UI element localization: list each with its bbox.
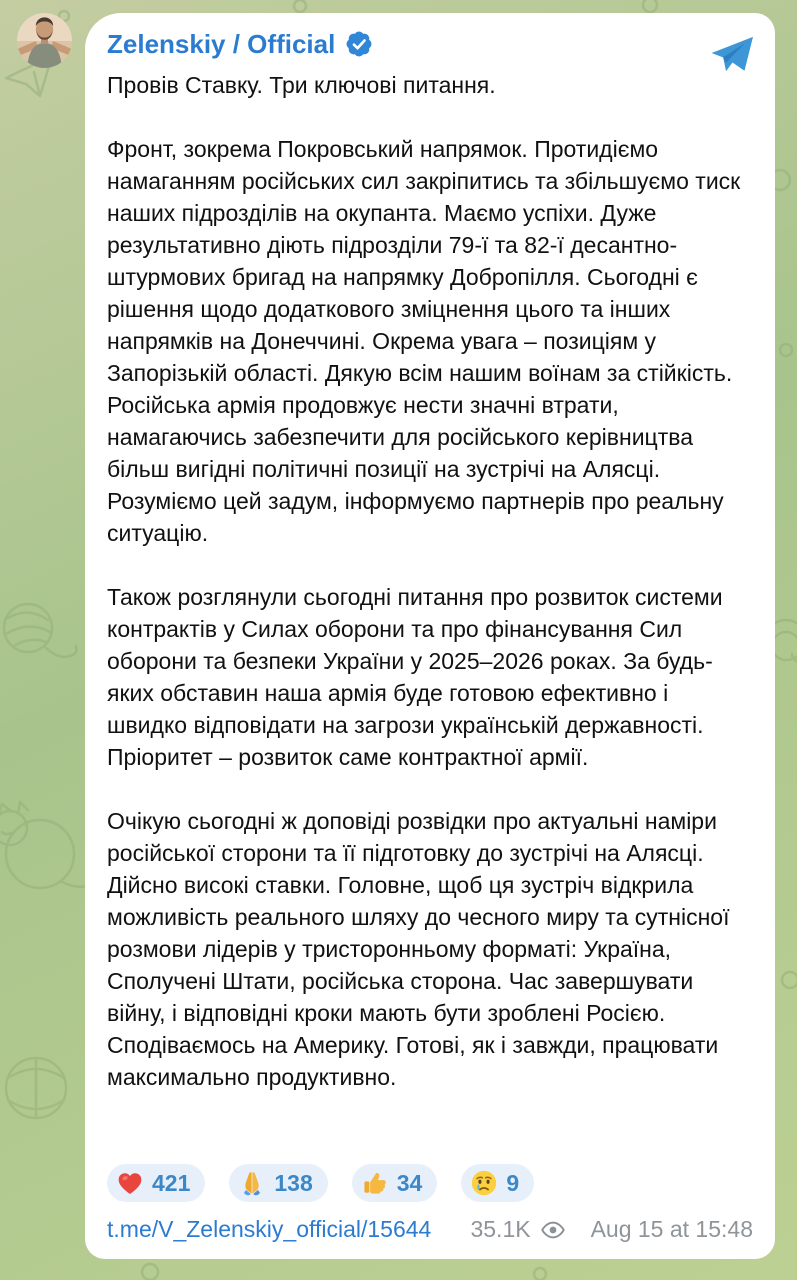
crying-face-icon	[471, 1170, 497, 1196]
message-paragraph: Очікую сьогодні ж доповіді розвідки про актуальні наміри російської сторони та її підготовку до зустрічі на Алясці. Дійсно високі ставки. Головне, щоб ця зустріч відкрила можливість реального шляху до чесного миру та сутнісної розмови лідерів у тристоронньому форматі: Україна, Сполучені Штати, російська сторона. Час завершувати війну, і відповідні кроки мають бути зроблені Росією. Сподіваємось на Америку. Готові, як і завжди, працювати максимально продуктивно.	[107, 808, 730, 1090]
reaction-crying-face[interactable]	[461, 1164, 534, 1202]
reaction-count: 9	[506, 1169, 520, 1196]
eye-icon	[541, 1221, 565, 1239]
channel-avatar[interactable]	[17, 13, 72, 68]
timestamp: Aug 15 at 15:48	[590, 1216, 753, 1242]
reactions-row	[107, 1146, 753, 1202]
message-paragraph: Провів Ставку. Три ключові питання.	[107, 72, 496, 98]
message-text	[107, 69, 753, 1093]
post-link[interactable]: t.me/V_Zelenskiy_official/15644	[107, 1216, 432, 1242]
avatar-portrait	[17, 13, 72, 68]
message-bubble	[85, 13, 775, 1259]
reaction-count: 421	[152, 1169, 191, 1196]
message-footer	[107, 1216, 753, 1243]
channel-name[interactable]: Zelenskiy / Official	[107, 29, 336, 59]
reaction-folded-hands[interactable]	[229, 1164, 327, 1202]
reaction-count: 138	[274, 1169, 313, 1196]
message-header	[107, 29, 753, 59]
verified-badge-icon	[344, 29, 374, 59]
folded-hands-icon	[239, 1170, 265, 1196]
thumbs-up-icon	[362, 1170, 388, 1196]
red-heart-icon	[117, 1170, 143, 1196]
message-paragraph: Також розглянули сьогодні питання про розвиток системи контрактів у Силах оборони та про фінансування Сил оборони та безпеки України у 2025–2026 роках. За будь-яких обставин наша армія буде готовою ефективно і швидко відповідати на загрози українській державності. Пріоритет – розвиток саме контрактної армії.	[107, 584, 723, 770]
views-group	[470, 1216, 753, 1243]
reaction-count: 34	[396, 1169, 423, 1196]
message-paragraph: Фронт, зокрема Покровський напрямок. Протидіємо намаганням російських сил закріпитись та збільшуємо тиск наших підрозділів на окупанта. Маємо успіхи. Дуже результативно діють підрозділи 79-ї та 82-ї десантно-штурмових бригад на напрямку Добропілля. Сьогодні є рішення щодо додаткового зміцнення цього та інших напрямків на Донеччині. Окрема увага – позиціям у Запорізькій області. Дякую всім нашим воїнам за стійкість. Російська армія продовжує нести значні втрати, намагаючись забезпечити для російського керівництва більш вигідні політичні позиції на зустрічі на Алясці. Розуміємо цей задум, інформуємо партнерів про реальну ситуацію.	[107, 136, 741, 546]
share-paper-plane-icon[interactable]	[709, 35, 755, 77]
reaction-thumbs-up[interactable]	[352, 1164, 438, 1202]
views-count: 35.1K	[470, 1216, 531, 1242]
reaction-heart[interactable]	[107, 1164, 205, 1202]
